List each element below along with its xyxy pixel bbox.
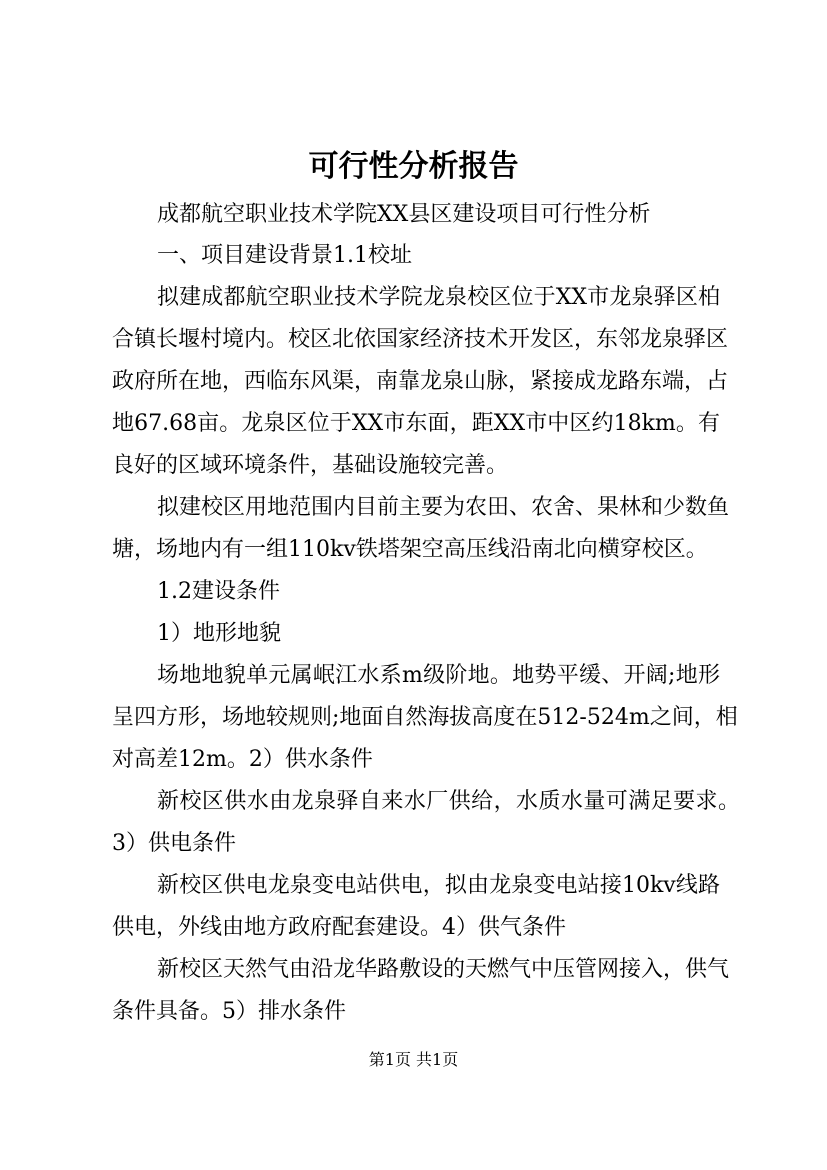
paragraph-line: 拟建成都航空职业技术学院龙泉校区位于XX市龙泉驿区柏 bbox=[157, 285, 720, 310]
paragraph-line: 对高差12m。2）供水条件 bbox=[112, 747, 373, 772]
paragraph-line: 场地地貌单元属岷江水系m级阶地。地势平缓、开阔;地形 bbox=[157, 663, 720, 688]
section-heading: 1.2建设条件 bbox=[157, 579, 280, 604]
subtitle-line: 成都航空职业技术学院XX县区建设项目可行性分析 bbox=[157, 202, 651, 227]
paragraph-line: 新校区供电龙泉变电站供电，拟由龙泉变电站接10kv线路 bbox=[157, 873, 720, 898]
paragraph-line: 呈四方形，场地较规则;地面自然海拔高度在512-524m之间，相 bbox=[112, 705, 738, 730]
paragraph-line: 条件具备。5）排水条件 bbox=[112, 999, 346, 1024]
subsection-heading: 1）地形地貌 bbox=[157, 621, 281, 646]
paragraph-line: 新校区供水由龙泉驿自来水厂供给，水质水量可满足要求。 bbox=[157, 789, 740, 814]
paragraph-line: 良好的区域环境条件，基础设施较完善。 bbox=[112, 453, 509, 478]
paragraph-line: 地67.68亩。龙泉区位于XX市东面，距XX市中区约18km。有 bbox=[112, 411, 720, 436]
paragraph-line: 合镇长堰村境内。校区北依国家经济技术开发区，东邻龙泉驿区 bbox=[112, 327, 729, 352]
document-title: 可行性分析报告 bbox=[308, 149, 519, 184]
page-number-footer: 第1页 共1页 bbox=[368, 1050, 459, 1069]
paragraph-line: 塘，场地内有一组110kv铁塔架空高压线沿南北向横穿校区。 bbox=[112, 537, 708, 562]
paragraph-line: 拟建校区用地范围内目前主要为农田、农舍、果林和少数鱼 bbox=[157, 495, 730, 520]
paragraph-line: 政府所在地，西临东风渠，南靠龙泉山脉，紧接成龙路东端，占 bbox=[112, 369, 729, 394]
section-heading: 一、项目建设背景1.1校址 bbox=[157, 243, 412, 268]
paragraph-line: 供电，外线由地方政府配套建设。4）供气条件 bbox=[112, 915, 566, 940]
subsection-heading: 3）供电条件 bbox=[112, 831, 236, 856]
paragraph-line: 新校区天然气由沿龙华路敷设的天燃气中压管网接入，供气 bbox=[157, 957, 730, 982]
